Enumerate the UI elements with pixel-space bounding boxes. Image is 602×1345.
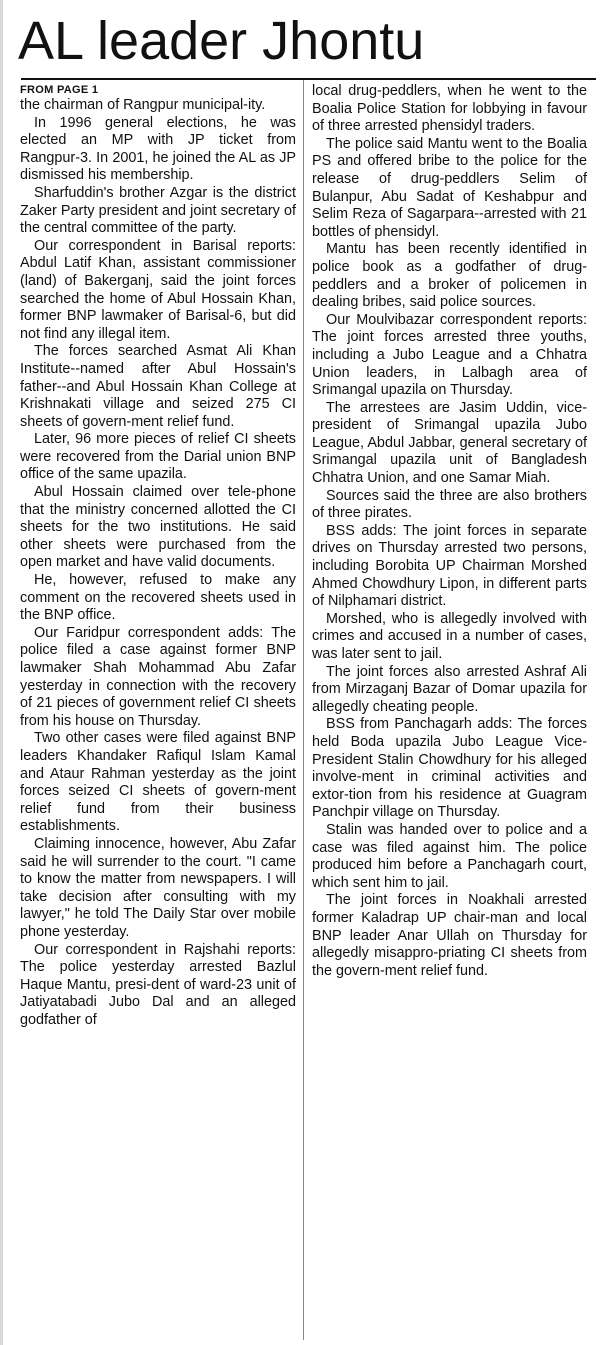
paragraph: Sources said the three are also brothers of three pirates. [312, 487, 587, 522]
paragraph: BSS adds: The joint forces in separate drives on Thursday arrested two persons, including Borobita UP Chairman Morshed Ahmed Chowdhury Lipon, in different parts of Nilphamari district. [312, 522, 587, 610]
paragraph: Morshed, who is allegedly involved with crimes and accused in a number of cases, was later sent to jail. [312, 610, 587, 662]
paragraph: Mantu has been recently identified in police book as a godfather of drug-peddlers and a broker of policemen in dealing bribes, said police sources. [312, 241, 587, 311]
paragraph: The joint forces in Noakhali arrested former Kaladrap UP chair-man and local BNP leader Anar Ullah on Thursday for allegedly misappro-priating CI sheets from the govern-ment relief fund. [312, 892, 587, 979]
paragraph: Our Faridpur correspondent adds: The police filed a case against former BNP lawmaker Shah Mohammad Abu Zafar yesterday in connection with the recovery of 21 pieces of government relief CI sheets from his house on Thursday. [20, 624, 296, 729]
paragraph: Stalin was handed over to police and a case was filed against him. The police produced him before a Panchagarh court, which sent him to jail. [312, 821, 587, 891]
paragraph: Our correspondent in Rajshahi reports: The police yesterday arrested Bazlul Haque Mantu, presi-dent of ward-23 unit of Jatiyatabadi Jubo Dal and an alleged godfather of [20, 941, 296, 1028]
paragraph: Sharfuddin's brother Azgar is the district Zaker Party president and joint secretary of the central committee of the party. [20, 184, 296, 237]
paragraph: Our Moulvibazar correspondent reports: The joint forces arrested three youths, including a Jubo League and a Chhatra Union leaders, in Lalbagh area of Srimangal upazila on Thursday. [312, 311, 587, 399]
column-divider [303, 80, 304, 1340]
paragraph: The joint forces also arrested Ashraf Ali from Mirzaganj Bazar of Domar upazila for allegedly cheating people. [312, 663, 587, 715]
paragraph: BSS from Panchagarh adds: The forces held Boda upazila Jubo League Vice-President Stalin Chowdhury for his alleged involve-ment in criminal activities and extor-tion from his residence at Guagram Panchpir village on Thursday. [312, 716, 587, 821]
headline-rule [21, 78, 596, 80]
paragraph: the chairman of Rangpur municipal-ity. [20, 97, 266, 113]
right-column [312, 83, 587, 980]
paragraph: Our correspondent in Barisal reports: Abdul Latif Khan, assistant commissioner (land) of Bakerganj, said the joint forces searched the home of Abul Hossain Khan, former BNP lawmaker of Barisal-6, but did not find any illegal item. [20, 237, 296, 342]
page-edge-shadow [0, 0, 3, 1345]
continued-from-label: FROM PAGE 1 [20, 84, 99, 96]
paragraph: The arrestees are Jasim Uddin, vice-president of Srimangal upazila Jubo League, Abdul Jabbar, general secretary of Srimangal upazila unit of Bangladesh Chhatra Union, and one Samar Miah. [312, 399, 587, 487]
paragraph: Abul Hossain claimed over tele-phone that the ministry concerned allotted the CI sheets for the two institutions. He said other sheets were purchased from the open market and have valid documents. [20, 484, 296, 571]
paragraph: Later, 96 more pieces of relief CI sheets were recovered from the Darial union BNP office of the same upazila. [20, 431, 296, 483]
paragraph: Two other cases were filed against BNP leaders Khandaker Rafiqul Islam Kamal and Ataur Rahman yesterday as the joint forces seized CI sheets of govern-ment relief fund from their business establishments. [20, 730, 296, 835]
paragraph: Claiming innocence, however, Abu Zafar said he will surrender to the court. "I came to know the matter from newspapers. I will take decision after consulting with my lawyer," he told The Daily Star over mobile phone yesterday. [20, 835, 296, 940]
paragraph: In 1996 general elections, he was elected an MP with JP ticket from Rangpur-3. In 2001, he joined the AL as JP dismissed his membership. [20, 114, 296, 184]
left-column [20, 83, 296, 1029]
headline: AL leader Jhontu [18, 11, 425, 71]
paragraph: local drug-peddlers, when he went to the Boalia Police Station for lobbying in favour of three arrested phensidyl traders. [312, 83, 587, 135]
paragraph: The forces searched Asmat Ali Khan Institute--named after Abul Hossain's father--and Abul Hossain Khan College at Krishnakati village and seized 275 CI sheets of govern-ment relief fund. [20, 343, 296, 430]
paragraph: He, however, refused to make any comment on the recovered sheets used in the BNP office. [20, 572, 296, 624]
paragraph: The police said Mantu went to the Boalia PS and offered bribe to the police for the release of drug-peddlers Selim of Bulanpur, Abu Sadat of Keshabpur and Selim Reza of Sagarpara--arrested with 21 bottles of phensidyl. [312, 135, 587, 240]
